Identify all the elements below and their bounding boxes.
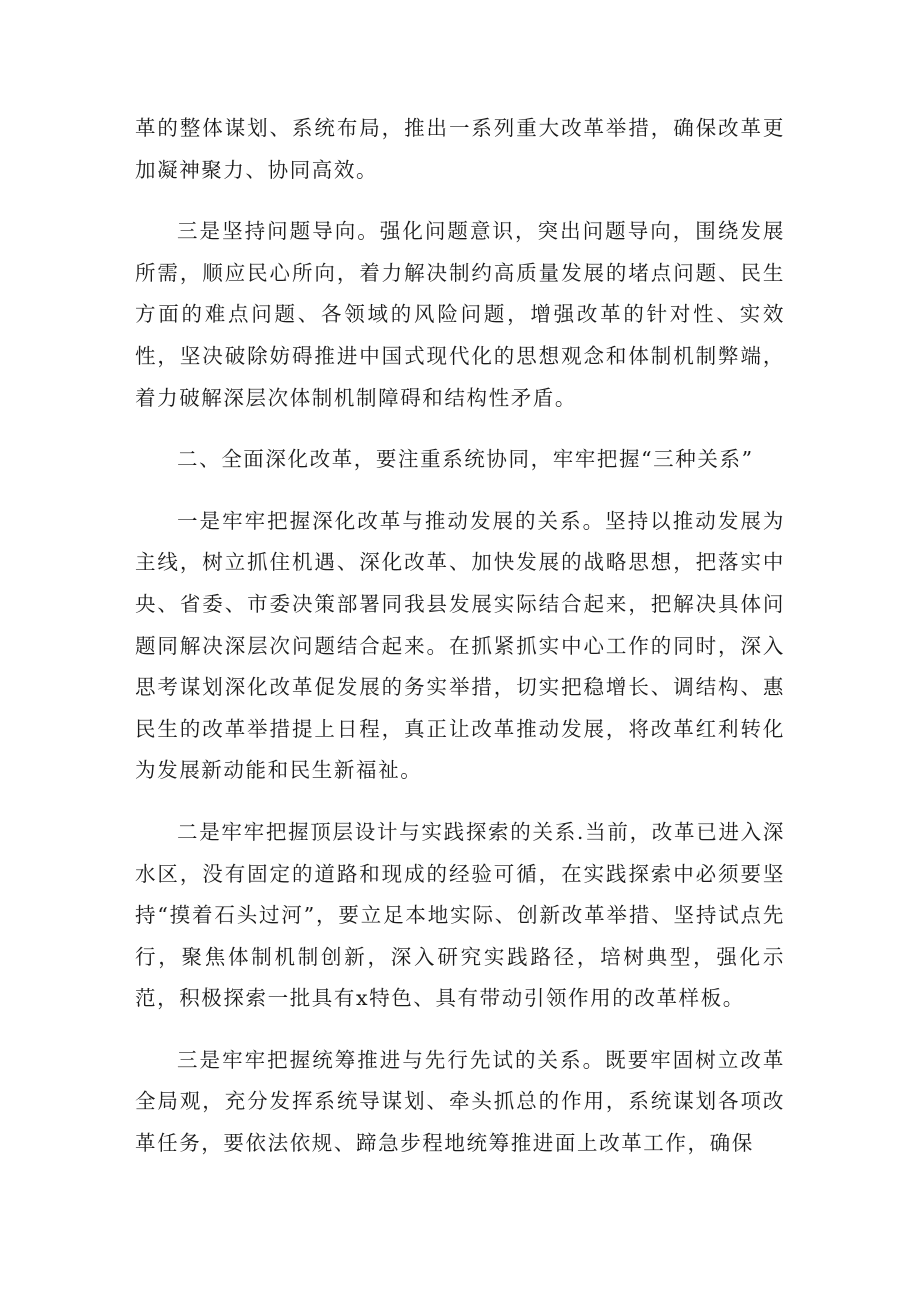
paragraph-problem-orientation: 三是坚持问题导向。强化问题意识，突出问题导向，围绕发展所需，顺应民心所向，着力解决制约高质量发展的堵点问题、民生方面的难点问题、各领域的风险问题，增强改革的针对性、实效性，坚决破除妨碍推进中国式现代化的思想观念和体制机制弊端，着力破解深层次体制机制障碍和结构性矛盾。 <box>135 219 785 410</box>
section-heading: 二、全面深化改革，要注重系统协同，牢牢把握“三种关系” <box>177 447 754 472</box>
paragraph-overall-pilot: 三是牢牢把握统筹推进与先行先试的关系。既要牢固树立改革全局观，充分发挥系统导谋划、牵头抓总的作用，系统谋划各项改革任务，要依法依规、蹄急步程地统筹推进面上改革工作，确保 <box>135 1047 785 1156</box>
paragraph-continuation: 革的整体谋划、系统布局，推出一系列重大改革举措，确保改革更加凝神聚力、协同高效。 <box>135 116 785 182</box>
paragraph-top-design-practice: 二是牢牢把握顶层设计与实践探索的关系.当前，改革已进入深水区，没有固定的道路和现成的经验可循，在实践探索中必须要坚持“摸着石头过河”，要立足本地实际、创新改革举措、坚持试点先行，聚焦体制机制创新，深入研究实践路径，培树典型，强化示范，积极探索一批具有x特色、具有带动引领作用的改革样板。 <box>135 819 785 1011</box>
paragraph-reform-development: 一是牢牢把握深化改革与推动发展的关系。坚持以推动发展为主线，树立抓住机遇、深化改革、加快发展的战略思想，把落实中央、省委、市委决策部署同我县发展实际结合起来，把解决具体问题同解决深层次问题结合起来。在抓紧抓实中心工作的同时，深入思考谋划深化改革促发展的务实举措，切实把稳增长、调结构、惠民生的改革举措提上日程，真正让改革推动发展，将改革红利转化为发展新动能和民生新福祉。 <box>135 508 785 783</box>
document-body <box>135 108 785 1185</box>
